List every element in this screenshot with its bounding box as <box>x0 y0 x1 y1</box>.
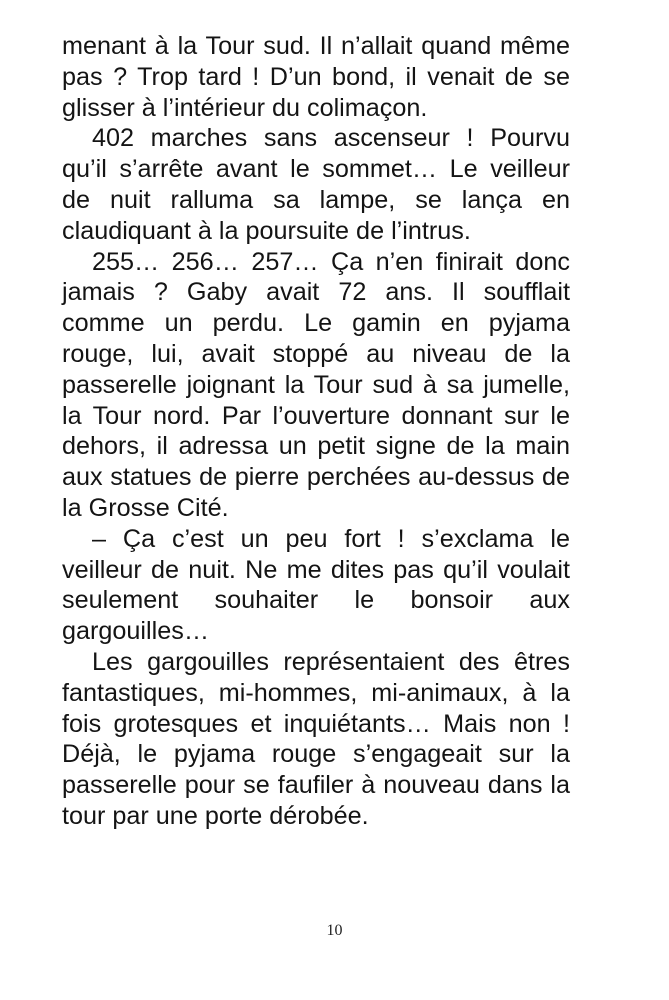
paragraph-4: – Ça c’est un peu fort ! s’exclama le veilleur de nuit. Ne me dites pas qu’il voulait seulement souhaiter le bonsoir aux gargouilles… <box>62 524 570 646</box>
paragraph-2: 402 marches sans ascenseur ! Pourvu qu’il s’arrête avant le sommet… Le veilleur de nuit ralluma sa lampe, se lança en claudiquant à la poursuite de l’intrus. <box>62 124 570 245</box>
paragraph-5: Les gargouilles représentaient des êtres fantastiques, mi-hommes, mi-animaux, à la fois grotesques et inquiétants… Mais non ! Déjà, le pyjama rouge s’engageait sur la passerelle pour se faufiler à nouveau dans la tour par une porte dérobée. <box>62 647 570 830</box>
page-number: 10 <box>326 922 343 939</box>
body-text <box>62 31 570 832</box>
paragraph-3: 255… 256… 257… Ça n’en finirait donc jamais ? Gaby avait 72 ans. Il soufflait comme un perdu. Le gamin en pyjama rouge, lui, avait stoppé au niveau de la passerelle joignant la Tour sud à sa jumelle, la Tour nord. Par l’ouverture donnant sur le dehors, il adressa un petit signe de la main aux statues de pierre perchées au-dessus de la Grosse Cité. <box>62 247 570 522</box>
paragraph-1: menant à la Tour sud. Il n’allait quand même pas ? Trop tard ! D’un bond, il venait de se glisser à l’intérieur du colimaçon. <box>62 32 570 122</box>
